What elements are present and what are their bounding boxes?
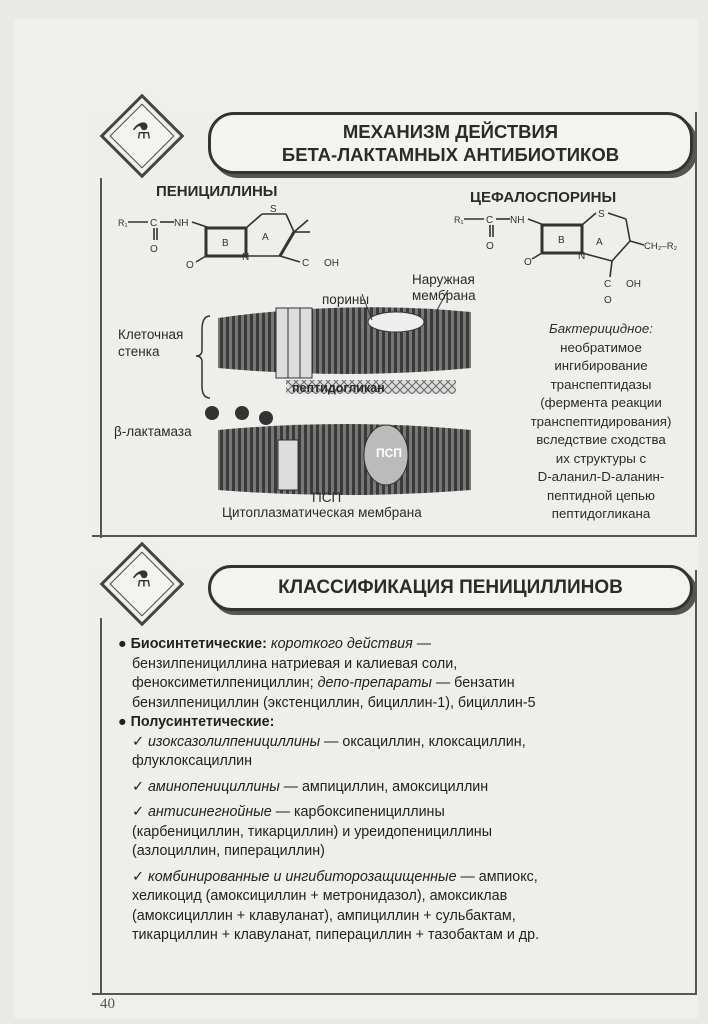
svg-text:A: A [262, 232, 269, 243]
list-item: ✓ комбинированные и ингибиторозащищенные — ампиокс, [132, 868, 538, 885]
mechanism-line: необратимое [560, 339, 642, 355]
list-line: (азлоциллин, пиперациллин) [132, 843, 325, 859]
cell-wall-label: Клеточная стенка [118, 327, 184, 359]
panel-left-border [100, 618, 102, 995]
list-line: феноксиметилпенициллин; депо-препараты — бензатин [132, 675, 515, 691]
list-line: флуклоксациллин [132, 753, 253, 769]
syringe-icon: ⚗ [131, 567, 152, 593]
cytoplasmic-membrane-label: Цитоплазматическая мембрана [222, 505, 422, 520]
list-line: (карбенициллин, тикарциллин) и уреидопенициллины [132, 823, 492, 840]
list-item: ● Полусинтетические: [118, 714, 275, 730]
beta-lactamase-label: β-лактамаза [114, 424, 192, 439]
svg-text:C: C [604, 279, 612, 290]
penicillin-classification-list [118, 635, 688, 946]
svg-text:R₁: R₁ [454, 215, 464, 225]
mechanism-line: транспептидазы [550, 376, 652, 392]
syringe-icon: ⚗ [131, 119, 152, 145]
list-item: ✓ аминопенициллины — ампициллин, амоксициллин [132, 778, 489, 795]
list-item: ✓ антисинегнойные — карбоксипенициллины [132, 804, 445, 820]
panel-left-border [100, 178, 102, 538]
porin [276, 308, 312, 378]
list-item: ✓ изоксазолилпенициллины — оксациллин, клоксациллин, [132, 733, 526, 750]
porins-label: порины [322, 292, 370, 307]
svg-text:C: C [302, 258, 310, 269]
mechanism-line: их структуры с [555, 450, 647, 466]
list-line: бензилпенициллин (экстенциллин, бициллин-1), бициллин-5 [132, 694, 536, 711]
svg-text:OH: OH [626, 279, 641, 290]
page-number: 40 [100, 996, 115, 1012]
outer-membrane-label: Наружная мембрана [412, 272, 476, 303]
svg-text:N: N [578, 251, 586, 262]
svg-text:O: O [604, 295, 612, 305]
list-line: (амоксициллин + клавуланат), ампициллин + сульбактам, [132, 907, 516, 924]
svg-text:O: O [150, 244, 158, 255]
r1-label: R₁ [118, 218, 128, 228]
section-title-line1: МЕХАНИЗМ ДЕЙСТВИЯ [342, 121, 559, 142]
svg-text:OH: OH [324, 258, 339, 269]
cytoplasmic-membrane [218, 424, 471, 495]
mechanism-description [506, 320, 696, 524]
svg-text:S: S [598, 209, 605, 220]
svg-text:CH₂–R₂: CH₂–R₂ [644, 241, 678, 252]
mechanism-italic: Бактерицидное: [549, 321, 653, 336]
svg-text:B: B [222, 238, 229, 249]
svg-text:NH: NH [174, 218, 189, 229]
section-title-banner [208, 112, 693, 174]
mechanism-line: ингибирование [554, 358, 648, 373]
outer-membrane [218, 307, 471, 374]
svg-text:O: O [524, 257, 532, 268]
psp-label-inner: ПСП [376, 446, 402, 460]
cephalosporins-heading: ЦЕФАЛОСПОРИНЫ [470, 189, 617, 206]
svg-text:C: C [150, 218, 158, 229]
svg-text:O: O [186, 260, 194, 271]
svg-text:NH: NH [510, 215, 525, 226]
mechanism-line: D-аланил-D-аланин- [537, 469, 665, 484]
list-line: хеликоцид (амоксициллин + метронидазол), амоксиклав [132, 888, 508, 904]
penicillins-heading: ПЕНИЦИЛЛИНЫ [156, 183, 278, 200]
svg-text:N: N [242, 252, 250, 263]
section-title-line2: БЕТА-ЛАКТАМНЫХ АНТИБИОТИКОВ [281, 144, 620, 165]
cell-wall-diagram [196, 290, 486, 510]
mechanism-line: пептидогликана [551, 506, 651, 521]
svg-text:C: C [486, 215, 494, 226]
list-line: бензилпенициллина натриевая и калиевая соли, [132, 655, 458, 672]
mechanism-line: вследствие сходства [536, 432, 666, 447]
section-title-banner: КЛАССИФИКАЦИЯ ПЕНИЦИЛЛИНОВ [208, 565, 693, 611]
svg-text:B: B [558, 235, 565, 246]
peptidoglycan-label: пептидогликан [292, 381, 385, 395]
mechanism-line: (фермента реакции [540, 395, 662, 410]
mechanism-line: пептидной цепью [547, 487, 655, 503]
list-item: ● Биосинтетические: короткого действия — [118, 636, 432, 652]
svg-text:S: S [270, 204, 277, 215]
penicillin-structure [110, 200, 350, 280]
mechanism-line: транспептидирования) [530, 413, 672, 429]
psp-label: ПСП [312, 490, 342, 505]
list-line: тикарциллин + клавуланат, пиперациллин + тазобактам и др. [132, 927, 540, 943]
svg-text:O: O [486, 241, 494, 252]
svg-text:A: A [596, 237, 603, 248]
